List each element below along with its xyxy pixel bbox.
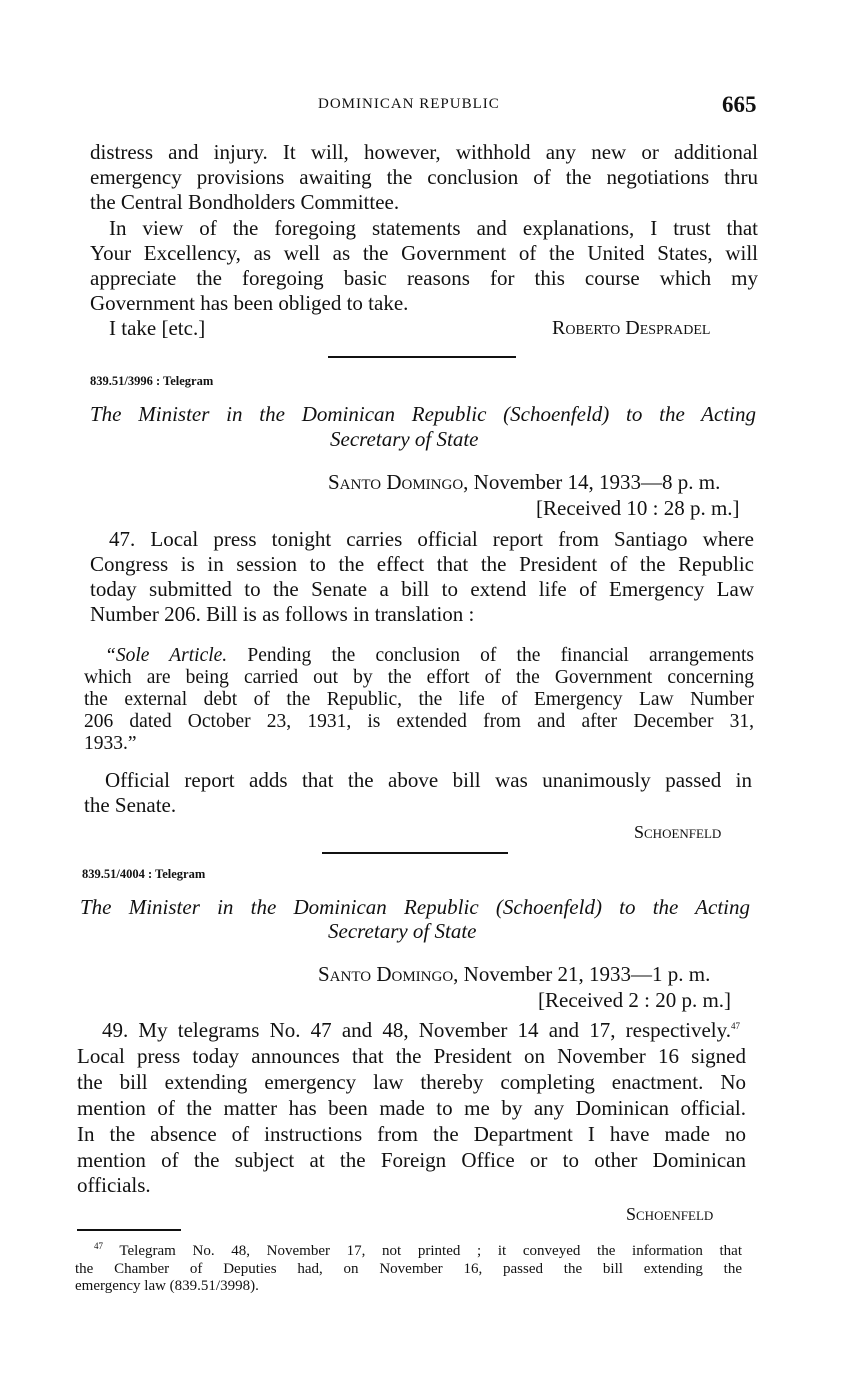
- footnote-ref: 47: [731, 1021, 740, 1031]
- received-time: [Received 2 : 20 p. m.]: [538, 988, 732, 1012]
- document-title: The Minister in the Dominican Republic (Schoenfeld) to the Acting: [90, 402, 756, 426]
- page-number: 665: [722, 92, 757, 117]
- quote-line: [105, 645, 754, 667]
- telegram-body-line: the bill extending emergency law thereby completing enactment. No: [77, 1070, 746, 1094]
- footnote-line: [94, 1243, 742, 1260]
- intro-line: In view of the foregoing statements and explanations, I trust that: [109, 216, 758, 240]
- quote-line: the external debt of the Republic, the life of Emergency Law Number: [84, 689, 754, 710]
- footnote-rule: [77, 1229, 181, 1231]
- report-line: Official report adds that the above bill was unanimously passed in: [105, 768, 752, 792]
- intro-line: appreciate the foregoing basic reasons for this course which my: [90, 266, 758, 290]
- intro-line: emergency provisions awaiting the conclusion of the negotiations thru: [90, 165, 758, 189]
- document-title: The Minister in the Dominican Republic (Schoenfeld) to the Acting: [80, 895, 750, 919]
- report-line: the Senate.: [84, 793, 177, 817]
- footnote-text: Telegram No. 48, November 17, not printed ; it conveyed the information that: [119, 1243, 743, 1259]
- quote-line: 1933.”: [84, 733, 137, 754]
- quote-line: which are being carried out by the effort of the Government concerning: [84, 667, 754, 688]
- signature-despradel: Roberto Despradel: [552, 317, 711, 339]
- intro-line: Your Excellency, as well as the Government of the United States, will: [90, 241, 758, 265]
- dateline: [318, 962, 710, 987]
- telegram-body-line: Number 206. Bill is as follows in translation :: [90, 602, 475, 626]
- section-divider: [322, 852, 508, 854]
- telegram-body-line: 47. Local press tonight carries official report from Santiago where: [109, 527, 754, 551]
- quote-text: Pending the conclusion of the financial arrangements: [247, 645, 754, 666]
- intro-line: Government has been obliged to take.: [90, 291, 409, 315]
- dateline-place: Santo Domingo,: [318, 962, 459, 986]
- document-title-line2: Secretary of State: [328, 919, 477, 943]
- quote-lead: “Sole Article.: [105, 645, 228, 666]
- dateline-date: November 21, 1933—1 p. m.: [463, 962, 711, 986]
- telegram-body-line: Local press today announces that the President on November 16 signed: [77, 1044, 746, 1068]
- intro-line: distress and injury. It will, however, withhold any new or additional: [90, 140, 758, 164]
- signature-schoenfeld: Schoenfeld: [626, 1204, 714, 1224]
- dateline: [328, 470, 720, 495]
- document-title-line2: Secretary of State: [330, 427, 479, 451]
- telegram-body-line: today submitted to the Senate a bill to extend life of Emergency Law: [90, 577, 754, 601]
- signature-schoenfeld: Schoenfeld: [634, 822, 722, 842]
- file-number: 839.51/3996 : Telegram: [90, 374, 214, 388]
- section-divider: [328, 356, 516, 358]
- closing-formula: I take [etc.]: [109, 316, 206, 340]
- footnote-line: emergency law (839.51/3998).: [75, 1278, 259, 1294]
- telegram-body-line: officials.: [77, 1173, 151, 1197]
- received-time: [Received 10 : 28 p. m.]: [536, 496, 740, 520]
- telegram-body-line: mention of the matter has been made to me by any Dominican official.: [77, 1096, 746, 1120]
- dateline-place: Santo Domingo,: [328, 470, 469, 494]
- footnote-line: the Chamber of Deputies had, on November 16, passed the bill extending the: [75, 1261, 742, 1277]
- footnote-mark: 47: [94, 1241, 103, 1251]
- telegram-body-line: mention of the subject at the Foreign Office or to other Dominican: [77, 1148, 746, 1172]
- telegram-body-line: [102, 1018, 740, 1043]
- quote-line: 206 dated October 23, 1931, is extended from and after December 31,: [84, 711, 754, 732]
- telegram-body-line: In the absence of instructions from the Department I have made no: [77, 1122, 746, 1146]
- intro-line: the Central Bondholders Committee.: [90, 190, 400, 214]
- dateline-date: November 14, 1933—8 p. m.: [473, 470, 721, 494]
- running-header-title: DOMINICAN REPUBLIC: [318, 96, 500, 112]
- telegram-body-line: Congress is in session to the effect that the President of the Republic: [90, 552, 754, 576]
- telegram-body-first: 49. My telegrams No. 47 and 48, November 14 and 17, respectively.: [102, 1018, 731, 1042]
- file-number: 839.51/4004 : Telegram: [82, 867, 206, 881]
